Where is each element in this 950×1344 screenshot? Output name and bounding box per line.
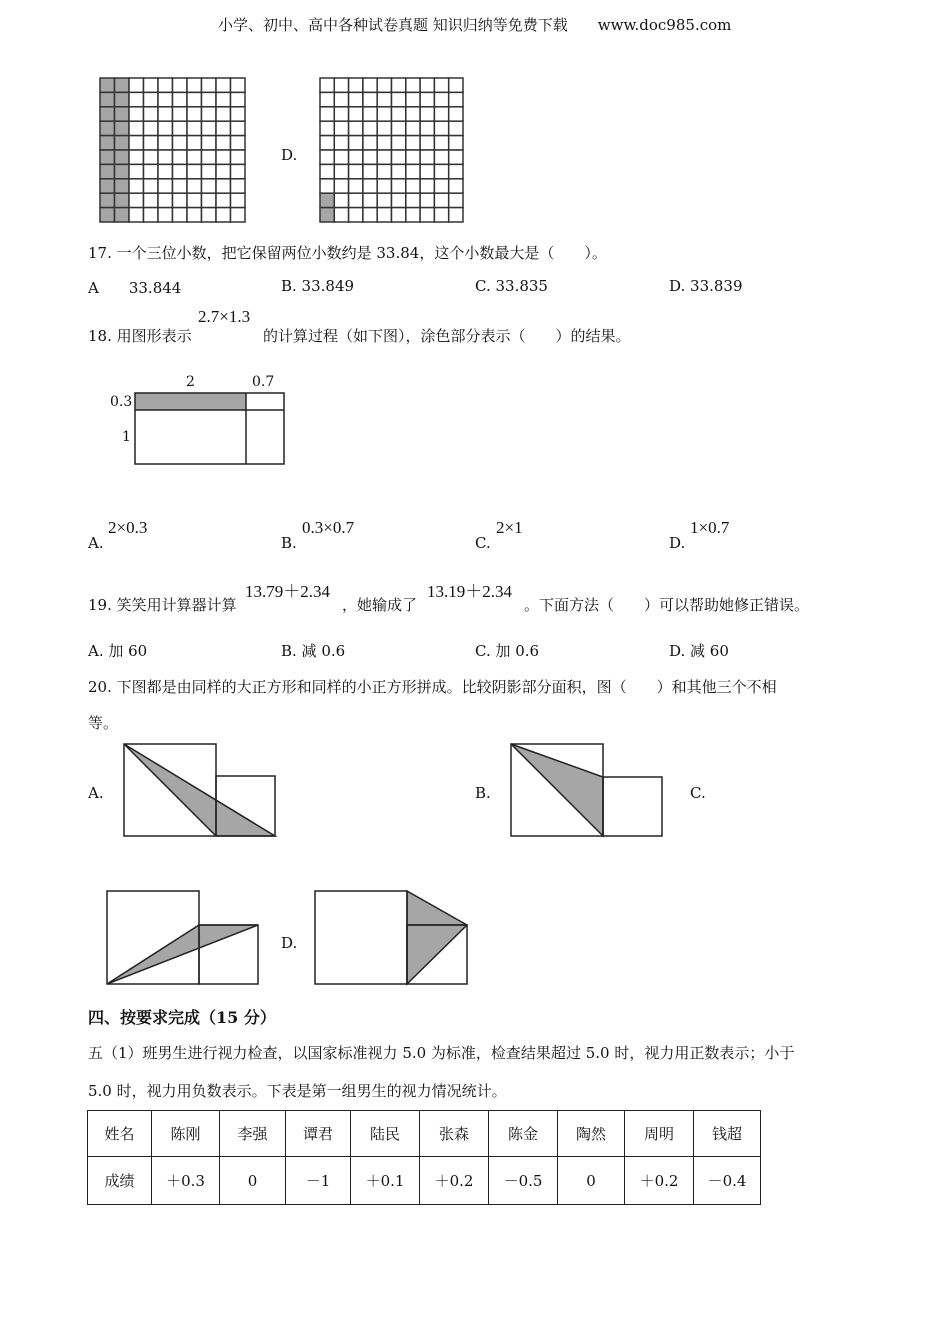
grid-cell — [363, 136, 377, 150]
grid-cell — [449, 78, 463, 92]
table-cell: 李强 — [220, 1111, 286, 1157]
grid-cell — [187, 78, 202, 92]
q20-text-2: 等。 — [88, 714, 119, 732]
grid-cell — [158, 179, 173, 193]
grid-cell — [231, 179, 246, 193]
q17-option-c: C. 33.835 — [475, 277, 548, 295]
grid-cell — [158, 150, 173, 164]
grid-cell — [202, 92, 217, 106]
grid-cell — [202, 164, 217, 178]
grid-cell — [377, 136, 391, 150]
grid-cell — [231, 164, 246, 178]
grid-cell — [449, 107, 463, 121]
grid-cell — [100, 150, 115, 164]
grid-cell — [173, 121, 188, 135]
grid-option-d — [320, 78, 463, 222]
shape-figure-c — [107, 891, 258, 984]
grid-cell — [334, 164, 348, 178]
grid-cell — [144, 136, 159, 150]
grid-cell — [392, 208, 406, 222]
grid-cell — [434, 121, 448, 135]
grid-cell — [100, 107, 115, 121]
grid-cell — [202, 78, 217, 92]
grid-cell — [216, 193, 231, 207]
grid-cell — [406, 164, 420, 178]
grid-cell — [115, 150, 130, 164]
q18-option-a: 2×0.3 — [108, 518, 148, 537]
q18-option-b: 0.3×0.7 — [302, 518, 355, 537]
grid-cell — [231, 136, 246, 150]
grid-cell — [449, 121, 463, 135]
grid-cell — [216, 208, 231, 222]
grid-cell — [129, 150, 144, 164]
question-17: 17. 一个三位小数，把它保留两位小数约是 33.84，这个小数最大是（ ）。 — [88, 244, 607, 262]
grid-cell — [187, 92, 202, 106]
q17-option-a: A 33.844 — [88, 279, 182, 297]
grid-cell — [187, 208, 202, 222]
grid-cell — [173, 193, 188, 207]
grid-cell — [406, 179, 420, 193]
grid-cell — [320, 121, 334, 135]
grid-cell — [434, 164, 448, 178]
grid-cell — [334, 121, 348, 135]
grid-cell — [420, 121, 434, 135]
grid-cell — [158, 208, 173, 222]
grid-cell — [363, 121, 377, 135]
grid-cell — [187, 136, 202, 150]
grid-cell — [377, 121, 391, 135]
q18-option-a-label: A. — [88, 534, 104, 552]
grid-cell — [320, 164, 334, 178]
grid-cell — [349, 136, 363, 150]
grid-cell — [363, 179, 377, 193]
grid-cell — [392, 121, 406, 135]
grid-cell — [377, 78, 391, 92]
q19-suffix: 。下面方法（ ）可以帮助她修正错误。 — [524, 596, 810, 614]
table-cell: 陈刚 — [152, 1111, 220, 1157]
grid-cell — [158, 164, 173, 178]
grid-cell — [100, 136, 115, 150]
grid-cell — [449, 179, 463, 193]
grid-cell — [202, 121, 217, 135]
grid-cell — [334, 136, 348, 150]
grid-cell — [115, 121, 130, 135]
grid-cell — [216, 150, 231, 164]
grid-cell — [216, 179, 231, 193]
label-1: 1 — [122, 429, 131, 445]
grid-cell — [173, 78, 188, 92]
grid-cell — [349, 164, 363, 178]
grid-cell — [349, 208, 363, 222]
section-paragraph-1: 五（1）班男生进行视力检查，以国家标准视力 5.0 为标准，检查结果超过 5.0 时，视力用正数表示；小于 — [88, 1044, 795, 1062]
grid-cell — [187, 179, 202, 193]
grid-cell — [420, 136, 434, 150]
shape-figure-a — [124, 744, 275, 836]
grid-cell — [144, 208, 159, 222]
grid-cell — [320, 92, 334, 106]
grid-cell — [144, 107, 159, 121]
grid-cell — [363, 164, 377, 178]
table-cell: 0 — [220, 1157, 286, 1205]
grid-cell — [158, 136, 173, 150]
grid-cell — [216, 78, 231, 92]
grid-cell — [173, 107, 188, 121]
table-cell: 张森 — [420, 1111, 489, 1157]
label-0.7: 0.7 — [252, 374, 275, 390]
grid-cell — [129, 193, 144, 207]
q18-option-b-label: B. — [281, 534, 297, 552]
grid-cell — [420, 150, 434, 164]
grid-cell — [406, 193, 420, 207]
grid-cell — [377, 193, 391, 207]
grid-cell — [100, 92, 115, 106]
label-0.3: 0.3 — [110, 394, 133, 410]
grid-cell — [144, 121, 159, 135]
grid-cell — [231, 150, 246, 164]
grid-cell — [187, 164, 202, 178]
grid-cell — [187, 107, 202, 121]
grid-cell — [363, 92, 377, 106]
grid-cell — [231, 121, 246, 135]
q19-option-b: B. 减 0.6 — [281, 642, 346, 660]
grid-cell — [349, 92, 363, 106]
grid-cell — [115, 107, 130, 121]
grid-cell — [449, 193, 463, 207]
q18-option-d-label: D. — [669, 534, 686, 552]
q19-mid: ，她输成了 — [342, 596, 418, 614]
q18-prefix: 18. 用图形表示 — [88, 327, 192, 345]
grid-cell — [216, 92, 231, 106]
grid-cell — [377, 164, 391, 178]
label-2: 2 — [186, 374, 195, 390]
grid-cell — [129, 208, 144, 222]
section-paragraph-2: 5.0 时，视力用负数表示。下表是第一组男生的视力情况统计。 — [88, 1082, 507, 1100]
grid-cell — [144, 92, 159, 106]
grid-cell — [363, 150, 377, 164]
grid-cell — [420, 107, 434, 121]
q19-option-d: D. 减 60 — [669, 642, 729, 660]
grid-cell — [377, 92, 391, 106]
q18-option-c-label: C. — [475, 534, 491, 552]
grid-cell — [320, 136, 334, 150]
grid-cell — [420, 193, 434, 207]
q18-option-d: 1×0.7 — [690, 518, 730, 537]
q19-option-c: C. 加 0.6 — [475, 642, 540, 660]
grid-cell — [202, 150, 217, 164]
table-cell: 陶然 — [558, 1111, 625, 1157]
grid-cell — [420, 164, 434, 178]
grid-cell — [392, 179, 406, 193]
grid-cell — [320, 208, 334, 222]
grid-cell — [392, 150, 406, 164]
grid-cell — [158, 107, 173, 121]
grid-cell — [334, 92, 348, 106]
grid-cell — [173, 179, 188, 193]
grid-cell — [144, 150, 159, 164]
grid-cell — [449, 92, 463, 106]
grid-cell — [449, 208, 463, 222]
grid-cell — [100, 164, 115, 178]
grid-cell — [392, 78, 406, 92]
grid-cell — [406, 78, 420, 92]
section-title: 四、按要求完成（15 分） — [88, 1008, 276, 1027]
grid-cell — [334, 193, 348, 207]
grid-cell — [129, 179, 144, 193]
table-cell: －0.4 — [694, 1157, 761, 1205]
grid-cell — [434, 179, 448, 193]
grid-cell — [449, 164, 463, 178]
grid-cell — [158, 92, 173, 106]
grid-cell — [216, 136, 231, 150]
grid-cell — [158, 78, 173, 92]
grid-cell — [434, 92, 448, 106]
grid-cell — [100, 121, 115, 135]
table-cell: ＋0.1 — [351, 1157, 420, 1205]
grid-cell — [129, 121, 144, 135]
grid-cell — [216, 164, 231, 178]
q17-option-b: B. 33.849 — [281, 277, 355, 295]
grid-cell — [434, 193, 448, 207]
grid-cell — [334, 150, 348, 164]
grid-cell — [434, 107, 448, 121]
grid-cell — [449, 150, 463, 164]
grid-cell — [100, 78, 115, 92]
table-cell: 谭君 — [286, 1111, 351, 1157]
grid-cell — [363, 208, 377, 222]
table-cell: 周明 — [625, 1111, 694, 1157]
grid-cell — [406, 136, 420, 150]
grid-option-c — [100, 78, 245, 222]
grid-cell — [334, 179, 348, 193]
grid-cell — [320, 107, 334, 121]
grid-cell — [392, 107, 406, 121]
q20-label-b: B. — [475, 784, 491, 802]
grid-cell — [349, 179, 363, 193]
table-cell: ＋0.3 — [152, 1157, 220, 1205]
grid-cell — [129, 164, 144, 178]
grid-cell — [320, 150, 334, 164]
grid-cell — [144, 179, 159, 193]
grid-cell — [187, 193, 202, 207]
grid-cell — [173, 136, 188, 150]
grid-cell — [173, 208, 188, 222]
grid-cell — [349, 121, 363, 135]
grid-cell — [115, 92, 130, 106]
q20-label-a: A. — [88, 784, 104, 802]
table-row-scores — [88, 1157, 761, 1205]
q20-label-c: C. — [690, 784, 706, 802]
grid-cell — [202, 107, 217, 121]
grid-cell — [129, 92, 144, 106]
table-cell: －0.5 — [489, 1157, 558, 1205]
table-cell: －1 — [286, 1157, 351, 1205]
grid-cell — [434, 150, 448, 164]
grid-cell — [349, 107, 363, 121]
grid-cell — [231, 92, 246, 106]
grid-cell — [115, 136, 130, 150]
q19-expression-2: 13.19＋2.34 — [427, 582, 512, 601]
grid-cell — [349, 193, 363, 207]
grid-cell — [363, 193, 377, 207]
area-model-figure — [135, 393, 284, 464]
grid-cell — [392, 193, 406, 207]
q18-option-c: 2×1 — [496, 518, 523, 537]
grid-cell — [216, 107, 231, 121]
table-cell: 成绩 — [88, 1157, 152, 1205]
grid-cell — [144, 78, 159, 92]
q19-option-a: A. 加 60 — [88, 642, 148, 660]
grid-cell — [187, 121, 202, 135]
grid-cell — [406, 208, 420, 222]
grid-cell — [144, 164, 159, 178]
grid-cell — [115, 78, 130, 92]
grid-cell — [158, 193, 173, 207]
grid-cell — [420, 208, 434, 222]
grid-cell — [231, 193, 246, 207]
grid-cell — [420, 78, 434, 92]
grid-cell — [115, 193, 130, 207]
grid-cell — [216, 121, 231, 135]
grid-cell — [231, 107, 246, 121]
grid-cell — [434, 78, 448, 92]
grid-cell — [392, 164, 406, 178]
grid-cell — [377, 107, 391, 121]
table-cell: 陆民 — [351, 1111, 420, 1157]
grid-cell — [100, 193, 115, 207]
page-header: 小学、初中、高中各种试卷真题 知识归纳等免费下载 www.doc985.com — [218, 16, 732, 34]
q20-text: 20. 下图都是由同样的大正方形和同样的小正方形拼成。比较阴影部分面积，图（ ）和其他三个不相 — [88, 678, 777, 696]
grid-cell — [420, 92, 434, 106]
table-cell: ＋0.2 — [420, 1157, 489, 1205]
q17-option-d: D. 33.839 — [669, 277, 743, 295]
grid-cell — [202, 136, 217, 150]
grid-cell — [434, 136, 448, 150]
q20-label-d: D. — [281, 934, 298, 952]
q19-prefix: 19. 笑笑用计算器计算 — [88, 596, 237, 614]
grid-cell — [100, 208, 115, 222]
grid-cell — [449, 136, 463, 150]
shape-figure-b — [511, 744, 662, 836]
grid-cell — [420, 179, 434, 193]
grid-cell — [349, 78, 363, 92]
grid-cell — [377, 150, 391, 164]
grid-cell — [320, 78, 334, 92]
grid-cell — [158, 121, 173, 135]
table-cell: 0 — [558, 1157, 625, 1205]
grid-cell — [349, 150, 363, 164]
grid-cell — [334, 78, 348, 92]
table-cell: 陈金 — [489, 1111, 558, 1157]
grid-cell — [406, 107, 420, 121]
grid-cell — [115, 208, 130, 222]
grid-cell — [377, 179, 391, 193]
grid-cell — [392, 92, 406, 106]
grid-cell — [406, 92, 420, 106]
q18-expression: 2.7×1.3 — [198, 307, 251, 326]
table-row-names — [88, 1111, 761, 1157]
grid-cell — [392, 136, 406, 150]
grid-cell — [363, 107, 377, 121]
grid-cell — [173, 150, 188, 164]
q18-suffix: 的计算过程（如下图），涂色部分表示（ ）的结果。 — [263, 327, 631, 345]
grid-cell — [377, 208, 391, 222]
grid-cell — [334, 107, 348, 121]
grid-cell — [202, 193, 217, 207]
grid-cell — [173, 92, 188, 106]
shape-figure-d — [315, 891, 467, 984]
grid-cell — [434, 208, 448, 222]
grid-cell — [406, 121, 420, 135]
grid-cell — [115, 179, 130, 193]
table-cell: 姓名 — [88, 1111, 152, 1157]
grid-cell — [202, 208, 217, 222]
grid-cell — [115, 164, 130, 178]
grid-cell — [334, 208, 348, 222]
vision-table — [87, 1110, 761, 1205]
grid-cell — [100, 179, 115, 193]
option-d-label: D. — [281, 146, 298, 164]
grid-cell — [231, 208, 246, 222]
grid-cell — [144, 193, 159, 207]
grid-cell — [363, 78, 377, 92]
grid-cell — [129, 78, 144, 92]
grid-cell — [406, 150, 420, 164]
grid-cell — [129, 136, 144, 150]
table-cell: ＋0.2 — [625, 1157, 694, 1205]
grid-cell — [320, 193, 334, 207]
grid-cell — [129, 107, 144, 121]
grid-cell — [231, 78, 246, 92]
grid-cell — [187, 150, 202, 164]
grid-cell — [173, 164, 188, 178]
grid-cell — [202, 179, 217, 193]
grid-cell — [320, 179, 334, 193]
table-cell: 钱超 — [694, 1111, 761, 1157]
q19-expression-1: 13.79＋2.34 — [245, 582, 330, 601]
